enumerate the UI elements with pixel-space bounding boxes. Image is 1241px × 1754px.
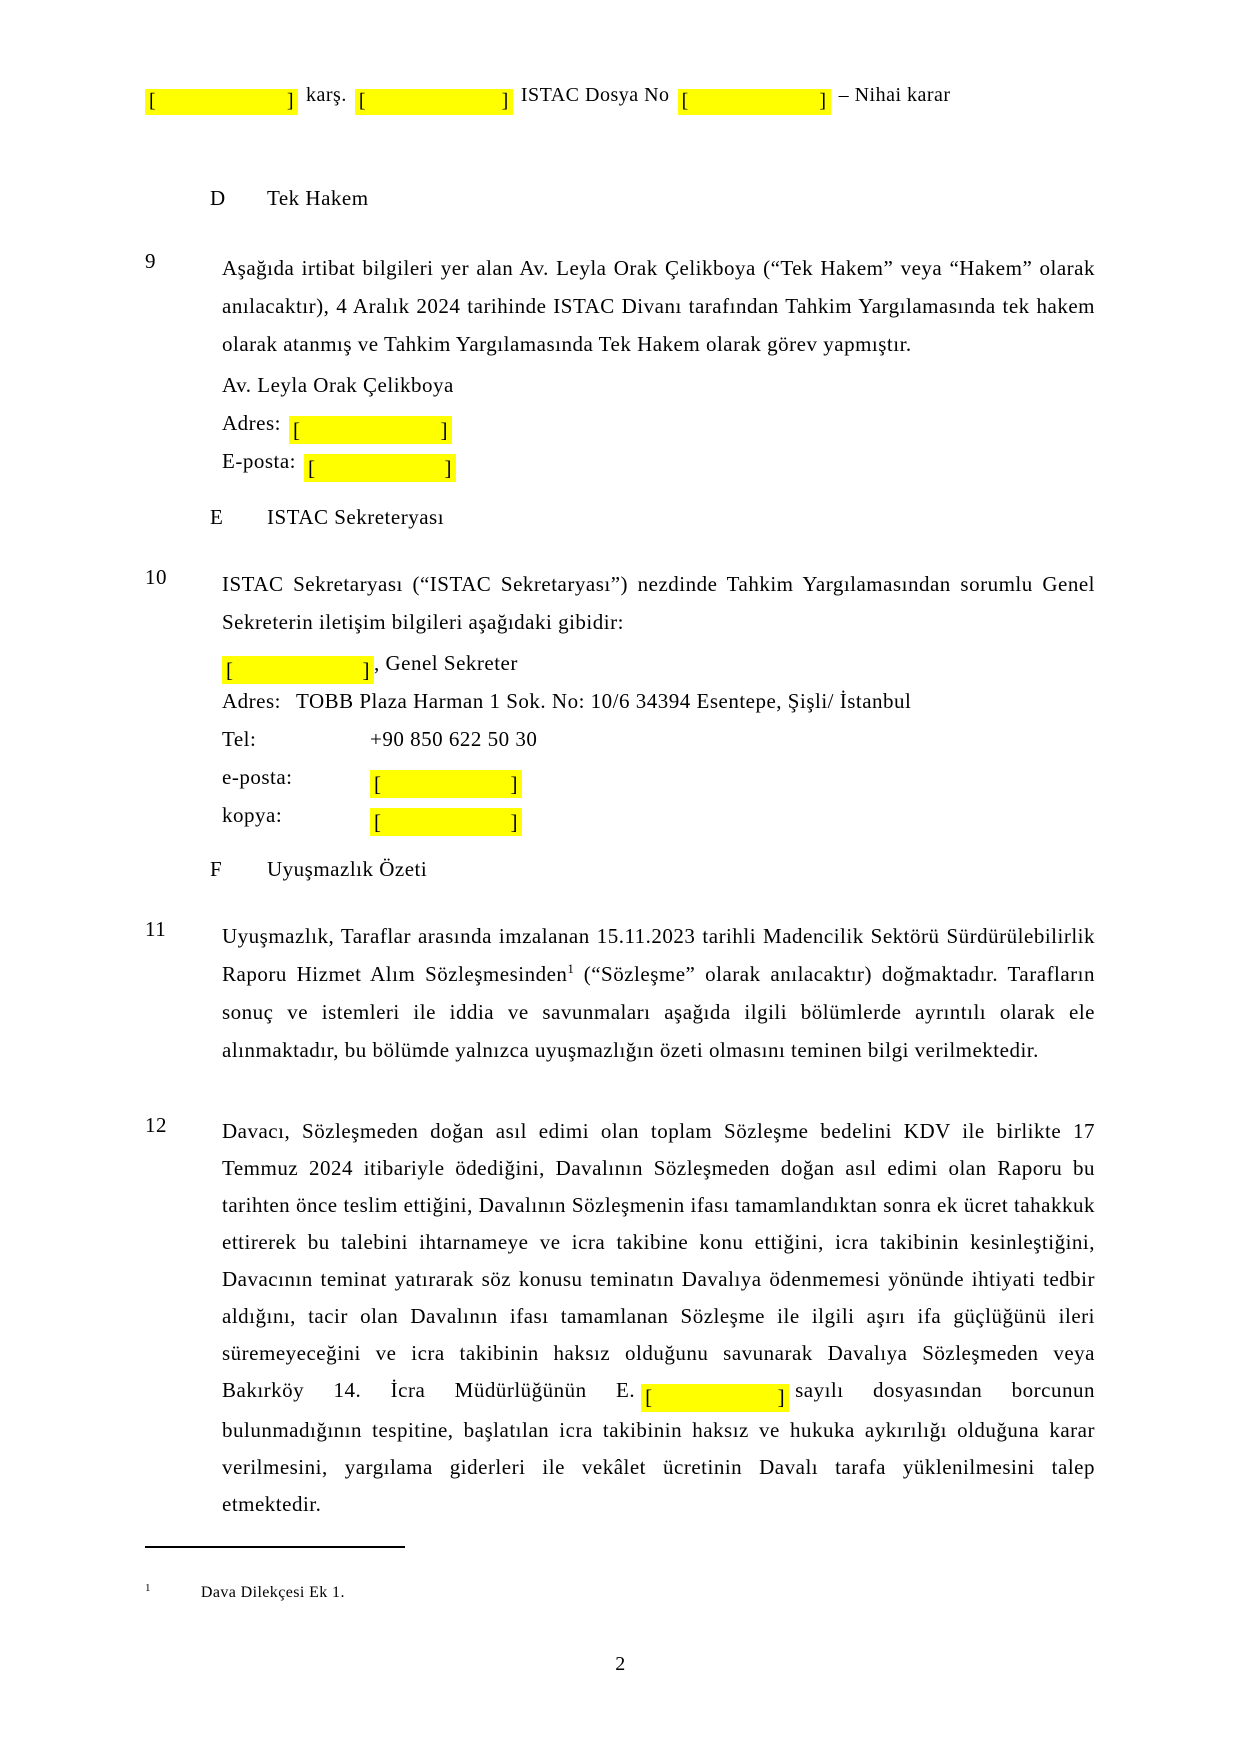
redaction-secretariat-copy [370, 808, 522, 836]
redaction-bracket-close: ] [440, 418, 448, 442]
email-label: e-posta: [222, 765, 293, 789]
redaction-case-number [678, 89, 831, 115]
case-file-label: ISTAC Dosya No [520, 84, 670, 106]
redaction-secretary-name [222, 656, 374, 684]
address-label: Adres: [222, 689, 281, 713]
redaction-arbitrator-address [289, 416, 452, 444]
paragraph-text: Aşağıda irtibat bilgileri yer alan Av. Leyla Orak Çelikboya (“Tek Hakem” veya “Hakem” olarak anılacaktır), 4 Aralık 2024 tarihinde ISTAC Divanı tarafından Tahkim Yargılamasında tek hakem olarak atanmış ve Tahkim Yargılamasında Tek Hakem olarak görev yapmıştır. [222, 256, 1095, 356]
arbitrator-name-text: Av. Leyla Orak Çelikboya [222, 373, 454, 397]
redaction-respondent [355, 89, 513, 115]
paragraph-9 [145, 249, 1095, 363]
redaction-bracket-open: [ [307, 456, 316, 480]
arbitrator-contact-block [145, 366, 1095, 480]
section-letter: F [210, 857, 223, 881]
redaction-bracket-open: [ [681, 90, 689, 112]
paragraph-12 [145, 1113, 1095, 1523]
paragraph-number: 10 [145, 565, 167, 589]
page-number: 2 [615, 1653, 626, 1675]
tel-value: +90 850 622 50 30 [370, 727, 538, 751]
section-title: ISTAC Sekreteryası [267, 505, 445, 529]
copy-label: kopya: [222, 803, 283, 827]
footnote-reference: 1 [567, 961, 574, 976]
footnote-separator [145, 1546, 405, 1548]
paragraph-text-segment: Uyuşmazlık, Taraflar arasında imzalanan 15.11.2023 tarihli Madencilik Sektörü Sürdürülebilirlik Raporu Hizmet Alım Sözleşmesinden [222, 924, 1095, 986]
paragraph-11 [145, 917, 1095, 1069]
redaction-bracket-open: [ [149, 90, 157, 112]
redaction-arbitrator-email [304, 454, 456, 482]
redaction-bracket-open: [ [358, 90, 366, 112]
arbitrator-address-row [222, 404, 1095, 442]
redaction-bracket-open: [ [374, 810, 382, 834]
secretary-title: , Genel Sekreter [374, 651, 518, 675]
versus-label: karş. [306, 84, 347, 106]
redaction-bracket-close: ] [444, 456, 452, 480]
paragraph-text-segment: sayılı dosyasından borcunun bulunmadığının tespitine, başlatılan icra takibinin haksız ve hukuka aykırılığı olduğuna karar verilmesini, yargılama giderleri ile vekâlet ücretinin Davalı tarafa yüklenilmesini talep etmektedir. [222, 1378, 1095, 1516]
decision-type-label: – Nihai karar [838, 84, 951, 106]
secretariat-tel-row [222, 720, 1095, 758]
redaction-enforcement-file-number [641, 1384, 789, 1412]
redaction-bracket-open: [ [226, 658, 234, 682]
paragraph-10 [145, 565, 1095, 641]
secretariat-address-row [222, 682, 1095, 720]
secretariat-email-row [222, 758, 1095, 796]
redaction-bracket-close: ] [777, 1385, 786, 1409]
redaction-bracket-open: [ [645, 1385, 653, 1409]
redaction-secretariat-email [370, 770, 522, 798]
paragraph-text-segment: (“Sözleşme” olarak anılacaktır) doğmaktadır. Tarafların sonuç ve istemleri ile iddia ve savunmaları aşağıda ilgili bölümlerde ayrıntılı olarak ele alınmaktadır, bu bölümde yalnızca uyuşmazlığın özeti olmasını teminen bilgi verilmektedir. [222, 962, 1095, 1062]
paragraph-number: 9 [145, 249, 156, 273]
running-header [145, 84, 1095, 115]
section-title: Tek Hakem [267, 186, 369, 210]
redaction-bracket-close: ] [501, 90, 509, 112]
secretariat-contact-block [145, 644, 1095, 834]
footnote-text: Dava Dilekçesi Ek 1. [200, 1584, 345, 1602]
arbitrator-name [222, 366, 1095, 404]
email-label: E-posta: [222, 449, 296, 473]
paragraph-number: 12 [145, 1113, 167, 1137]
redaction-bracket-open: [ [374, 772, 382, 796]
redaction-bracket-close: ] [362, 658, 370, 682]
paragraph-text [222, 1113, 1095, 1523]
arbitrator-email-row [222, 442, 1095, 480]
redaction-bracket-close: ] [510, 772, 518, 796]
address-value: TOBB Plaza Harman 1 Sok. No: 10/6 34394 Esentepe, Şişli/ İstanbul [296, 689, 912, 713]
section-letter: D [210, 186, 226, 210]
redaction-claimant [145, 89, 298, 115]
redaction-bracket-open: [ [293, 418, 301, 442]
secretariat-copy-row [222, 796, 1095, 834]
secretary-name-row [222, 644, 1095, 682]
footnote-marker: 1 [145, 1582, 151, 1594]
paragraph-text-segment: Davacı, Sözleşmeden doğan asıl edimi olan toplam Sözleşme bedelini KDV ile birlikte 17 Temmuz 2024 itibariyle ödediğini, Davalının Sözleşmeden doğan asıl edimi olan Raporu bu tarihten önce teslim ettiğini, Davalının Sözleşmenin ifası tamamlandıktan sonra ek ücret tahakkuk ettirerek bu talebini ihtarnameye ve icra takibine konu ettiğini, icra takibinin kesinleştiğini, Davacının teminat yatırarak söz konusu teminatın Davalıya ödenmemesi yönünde ihtiyati tedbir aldığını, tacir olan Davalının ifası tamamlanan Sözleşme ile ilgili aşırı ifa güçlüğünü ileri süremeyeceğini ve icra takibinin haksız olduğunu savunarak Davalıya Sözleşmeden veya Bakırköy 14. İcra Müdürlüğünün E. [222, 1119, 1095, 1402]
tel-label: Tel: [222, 727, 257, 751]
paragraph-text: ISTAC Sekretaryası (“ISTAC Sekretaryası”) nezdinde Tahkim Yargılamasından sorumlu Genel Sekreterin iletişim bilgileri aşağıdaki gibidir: [222, 572, 1095, 634]
paragraph-number: 11 [145, 917, 167, 941]
paragraph-text [222, 917, 1095, 1069]
section-letter: E [210, 505, 224, 529]
redaction-bracket-close: ] [286, 90, 294, 112]
footnote [145, 1582, 345, 1602]
redaction-bracket-close: ] [510, 810, 518, 834]
redaction-bracket-close: ] [819, 90, 827, 112]
address-label: Adres: [222, 411, 281, 435]
section-title: Uyuşmazlık Özeti [267, 857, 428, 881]
